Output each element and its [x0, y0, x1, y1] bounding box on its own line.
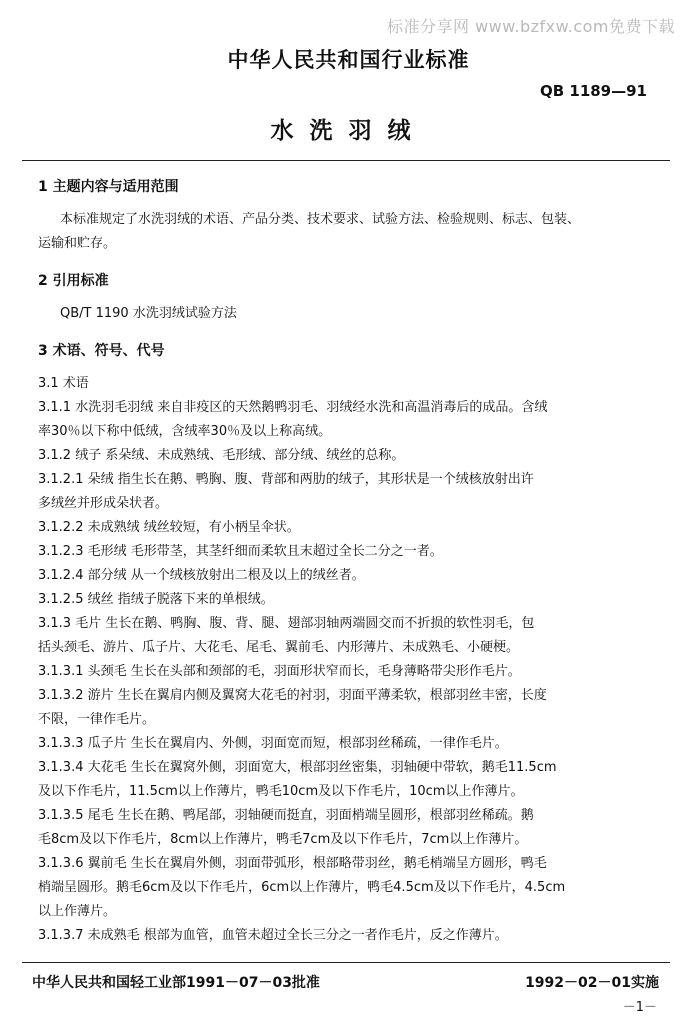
standard-header-title: 中华人民共和国行业标准 — [227, 48, 470, 72]
clause-text-line: 3.1.2.5 绒丝 指绒子脱落下来的单根绒。 — [38, 592, 274, 607]
header-divider — [22, 160, 670, 161]
clause-text-line: 3.1.3.1 头颈毛 生长在头部和颈部的毛，羽面形状窄而长，毛身薄略带尖形作毛片。 — [38, 664, 521, 679]
clause-text-line: 3.1.2.3 毛形绒 毛形带茎，其茎纤细而柔软且末超过全长二分之一者。 — [38, 544, 443, 559]
clause-text-line: 梢端呈圆形。鹅毛6cm及以下作毛片，6cm以上作薄片，鸭毛4.5cm及以下作毛片，4.5cm — [38, 880, 566, 895]
clause-text-line: 3.1.3.7 未成熟毛 根部为血管，血管未超过全长三分之一者作毛片，反之作薄片。 — [38, 928, 508, 943]
clause-text-line: 3.1.3.5 尾毛 生长在鹅、鸭尾部，羽轴硬而挺直，羽面梢端呈圆形，根部羽丝稀疏。鹅 — [38, 808, 534, 823]
standard-number: QB 1189—91 — [539, 82, 647, 100]
section-2-reference: QB/T 1190 水洗羽绒试验方法 — [60, 306, 237, 321]
clause-text-line: 及以下作毛片，11.5cm以上作薄片，鸭毛10cm及以下作毛片，10cm以上作薄片。 — [38, 784, 524, 799]
clause-text-line: 3.1.3.3 瓜子片 生长在翼肩内、外侧，羽面宽而短，根部羽丝稀疏，一律作毛片。 — [38, 736, 508, 751]
clause-text-line: 括头颈毛、游片、瓜子片、大花毛、尾毛、翼前毛、内形薄片、未成熟毛、小硬梗。 — [38, 640, 520, 655]
footer-divider — [22, 962, 670, 963]
clause-text-line: 以上作薄片。 — [38, 904, 117, 919]
approval-date: 中华人民共和国轻工业部1991－07－03批准 — [32, 975, 320, 991]
clause-text-line: 多绒丝并形成朵状者。 — [38, 496, 169, 511]
clause-text-line: 3.1.2 绒子 系朵绒、未成熟绒、毛形绒、部分绒、绒丝的总称。 — [38, 448, 405, 463]
clause-text-line: 3.1.3.6 翼前毛 生长在翼肩外侧，羽面带弧形，根部略带羽丝，鹅毛梢端呈方圆形，鸭毛 — [38, 856, 547, 871]
section-3-heading: 3 术语、符号、代号 — [38, 343, 165, 359]
clause-text-line: 3.1.2.2 未成熟绒 绒丝较短，有小柄呈伞状。 — [38, 520, 300, 535]
clause-text-line: 3.1.1 水洗羽毛羽绒 来自非疫区的天然鹅鸭羽毛、羽绒经水洗和高温消毒后的成品。含绒 — [38, 400, 548, 415]
clause-text-line: 不限，一律作毛片。 — [38, 712, 156, 727]
clause-text-line: 3.1.3.2 游片 生长在翼肩内侧及翼窝大花毛的衬羽，羽面平薄柔软，根部羽丝丰密，长度 — [38, 688, 547, 703]
effective-date: 1992－02－01实施 — [525, 975, 659, 991]
watermark-text: 标准分享网 www.bzfxw.com免费下载 — [387, 17, 675, 36]
clause-text-line: 率30％以下称中低绒，含绒率30％及以上称高绒。 — [38, 424, 332, 439]
section-2-heading: 2 引用标准 — [38, 273, 109, 289]
clause-text-line: 毛8cm及以下作毛片，8cm以上作薄片，鸭毛7cm及以下作毛片，7cm以上作薄片。 — [38, 832, 528, 847]
section-1-text-line: 运输和贮存。 — [38, 236, 117, 251]
section-1-text-line: 本标准规定了水洗羽绒的术语、产品分类、技术要求、试验方法、检验规则、标志、包装、 — [60, 212, 581, 227]
clause-text-line: 3.1.2.1 朵绒 指生长在鹅、鸭胸、腹、背部和两肋的绒子，其形状是一个绒核放射出许 — [38, 472, 534, 487]
clause-text-line: 3.1.3 毛片 生长在鹅、鸭胸、腹、背、腿、翅部羽轴两端圆交而不折损的软性羽毛，包 — [38, 616, 535, 631]
clause-text-line: 3.1.2.4 部分绒 从一个绒核放射出二根及以上的绒丝者。 — [38, 568, 365, 583]
page-number: －1－ — [622, 1000, 657, 1015]
clause-text-line: 3.1.3.4 大花毛 生长在翼窝外侧，羽面宽大，根部羽丝密集，羽轴硬中带软，鹅毛11.5cm — [38, 760, 557, 775]
section-1-heading: 1 主题内容与适用范围 — [38, 179, 179, 195]
clause-3-1-heading: 3.1 术语 — [38, 376, 89, 391]
document-title: 水洗羽绒 — [270, 118, 427, 144]
